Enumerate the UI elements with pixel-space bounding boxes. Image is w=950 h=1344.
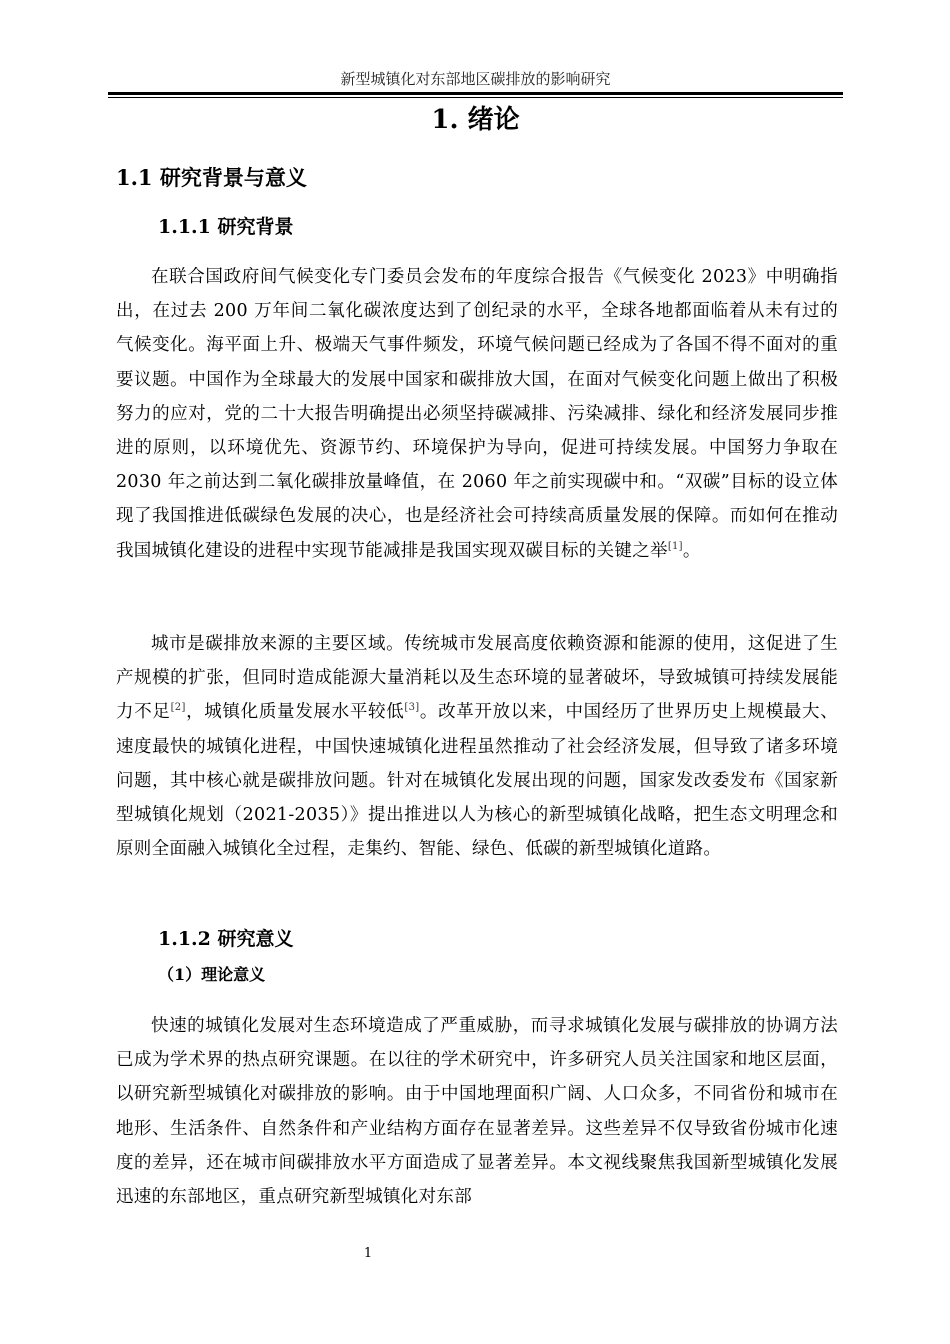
paragraph-text: 。改革开放以来，中国经历了世界历史上规模最大、速度最快的城镇化进程，中国快速城镇化进程虽然推动了社会经济发展，但导致了诸多环境问题，其中核心就是碳排放问题。针对在城镇化发展出现的问题，国家发改委发布《国家新型城镇化规划（2021-2035）》提出推进以人为核心的新型城镇化战略，把生态文明理念和原则全面融入城镇化全过程，走集约、智能、绿色、低碳的新型城镇化道路。	[116, 702, 838, 860]
paragraph-theoretical-significance: 快速的城镇化发展对生态环境造成了严重威胁，而寻求城镇化发展与碳排放的协调方法已成为学术界的热点研究课题。在以往的学术研究中，许多研究人员关注国家和地区层面，以研究新型城镇化对碳排放的影响。由于中国地理面积广阔、人口众多，不同省份和城市在地形、生活条件、自然条件和产业结构方面存在显著差异。这些差异不仅导致省份城市化速度的差异，还在城市间碳排放水平方面造成了显著差异。本文视线聚焦我国新型城镇化发展迅速的东部地区，重点研究新型城镇化对东部	[116, 1016, 838, 1208]
citation-ref-1: [1]	[667, 540, 683, 552]
paragraph-background-2	[116, 627, 838, 866]
paragraph-background-1	[116, 260, 838, 568]
page-number: 1	[363, 1246, 373, 1261]
paragraph-text: 城市是碳排放来源的主要区域。传统城市发展高度依赖资源和能源的使用，这促进了生产规模的扩张，但同时造成能源大量消耗以及生态环境的显著破坏，导致城镇可持续发展能力不足	[116, 634, 838, 723]
chapter-title: 1. 绪论	[431, 105, 520, 135]
running-header: 新型城镇化对东部地区碳排放的影响研究	[340, 70, 611, 88]
item-title-theoretical: （1）理论意义	[158, 965, 266, 984]
header-rule-thin	[108, 97, 843, 98]
section-title: 1.1 研究背景与意义	[116, 165, 307, 190]
citation-ref-3: [3]	[404, 702, 420, 714]
citation-ref-2: [2]	[170, 702, 186, 714]
paragraph-text: 在联合国政府间气候变化专门委员会发布的年度综合报告《气候变化 2023》中明确指出，在过去 200 万年间二氧化碳浓度达到了创纪录的水平，全球各地都面临着从未有过的气候变化。海平面上升、极端天气事件频发，环境气候问题已经成为了各国不得不面对的重要议题。中国作为全球最大的发展中国家和碳排放大国，在面对气候变化问题上做出了积极努力的应对，党的二十大报告明确提出必须坚持碳减排、污染减排、绿化和经济发展同步推进的原则，以环境优先、资源节约、环境保护为导向，促进可持续发展。中国努力争取在 2030 年之前达到二氧化碳排放量峰值，在 2060 年之前实现碳中和。“双碳”目标的设立体现了我国推进低碳绿色发展的决心，也是经济社会可持续高质量发展的保障。而如何在推动我国城镇化建设的进程中实现节能减排是我国实现双碳目标的关键之举	[116, 267, 838, 561]
paragraph-text-end: 。	[682, 540, 701, 561]
subsection-title-significance: 1.1.2 研究意义	[158, 928, 294, 950]
subsection-title-background: 1.1.1 研究背景	[158, 216, 294, 238]
header-rule-thick	[108, 92, 843, 95]
paragraph-text: ，城镇化质量发展水平较低	[185, 702, 405, 723]
